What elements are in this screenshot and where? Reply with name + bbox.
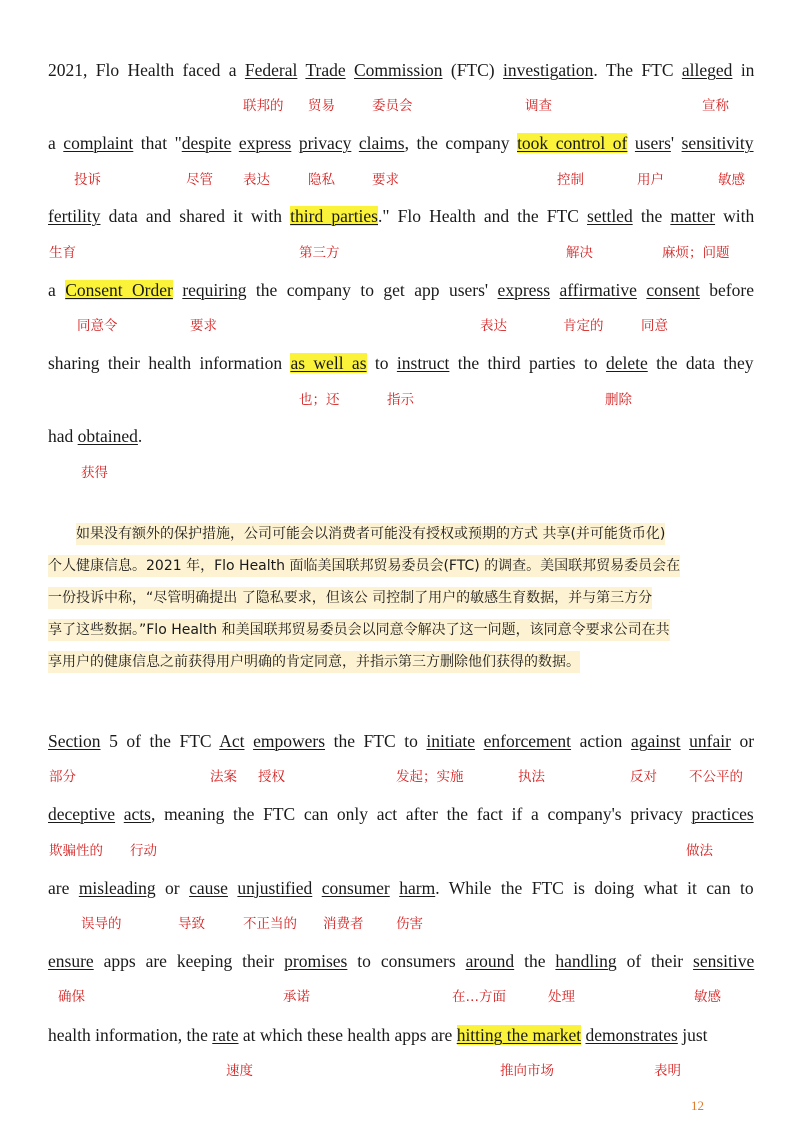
text-run: , the company [404,133,518,153]
translation-text: 如果没有额外的保护措施，公司可能会以消费者可能没有授权或预期的方式 共享(并可能货币化) [76,523,665,545]
text-run: just [677,1025,708,1045]
text-run: had [48,426,78,446]
translation-text: 享用户的健康信息之前获得用户明确的肯定同意，并指示第三方删除他们获得的数据。 [48,651,580,673]
vocab-word: handling [555,951,617,971]
highlighted-phrase: took control of [517,133,628,153]
vocab-word: sensitivity [681,133,754,153]
gloss: 同意 [641,318,668,334]
gloss: 肯定的 [563,318,604,334]
text-run: the data they [647,353,754,373]
vocab-word: acts [123,804,151,824]
vocab-word: instruct [396,353,450,373]
text-run: that " [133,133,182,153]
gloss: 不公平的 [689,769,743,785]
text-run: action [571,731,631,751]
vocab-word: complaint [63,133,134,153]
text-run: the third parties to [449,353,606,373]
vocab-word: unfair [689,731,731,751]
gloss: 发起；实施 [396,769,464,785]
text-run: or [730,731,755,751]
text-run [346,60,354,80]
gloss: 敏感 [694,989,721,1005]
vocab-word: consent [646,280,700,300]
translation-text: 一份投诉中称，“尽管明确提出 了隐私要求，但该公 司控制了用户的敏感生育数据，并与第三方分 [48,587,652,609]
para2-line-4 [48,950,754,972]
translation-line [48,582,754,614]
text-run [637,280,646,300]
gloss: 导致 [178,916,205,932]
vocab-word: Act [219,731,245,751]
text-run: apps are keeping their [93,951,285,971]
text-run: , meaning the FTC can only act after the fact if a company's privacy [150,804,692,824]
gloss: 法案 [210,769,237,785]
vocab-word: demonstrates [585,1025,678,1045]
vocab-word: express [238,133,292,153]
text-run [231,133,239,153]
translation-line [48,614,754,646]
gloss: 反对 [630,769,657,785]
text-run [312,878,321,898]
text-run: the [514,951,556,971]
text-run: of their [616,951,694,971]
vocab-word: settled [587,206,633,226]
gloss: 委员会 [372,98,413,114]
gloss: 联邦的 [243,98,284,114]
text-run: . The FTC [593,60,682,80]
vocab-word: despite [181,133,232,153]
gloss: 授权 [258,769,285,785]
vocab-word: Trade [305,60,346,80]
text-run: data and shared it with [100,206,291,226]
translation-line [48,550,754,582]
para2-line-3 [48,877,754,899]
vocab-word: delete [605,353,648,373]
text-run: the FTC to [325,731,427,751]
vocab-word: cause [189,878,228,898]
para1-line-5 [48,352,754,374]
vocab-word: fertility [48,206,101,226]
text-run: . [137,426,143,446]
gloss: 部分 [49,769,76,785]
gloss: 宣称 [702,98,729,114]
vocab-word: empowers [253,731,326,751]
gloss: 行动 [130,843,157,859]
gloss: 表达 [480,318,507,334]
para1-line-3 [48,205,754,227]
highlighted-phrase: hitting the market [456,1025,582,1045]
para1-line-6 [48,425,142,447]
para1-line-1 [48,59,754,81]
text-run: at which these health apps are [238,1025,457,1045]
text-run: to [366,353,397,373]
gloss: 误导的 [81,916,122,932]
text-run: health information, the [48,1025,213,1045]
vocab-word: alleged [681,60,733,80]
translation-text: 个人健康信息。2021 年，Flo Health 面临美国联邦贸易委员会(FTC) 的调查。美国联邦贸易委员会在 [48,555,680,577]
text-run [173,280,182,300]
gloss: 调查 [525,98,552,114]
gloss: 投诉 [74,172,101,188]
gloss: 表达 [243,172,270,188]
gloss: 承诺 [283,989,310,1005]
text-run [291,133,299,153]
text-run [475,731,484,751]
highlighted-phrase: as well as [290,353,367,373]
gloss: 敏感 [718,172,745,188]
vocab-word: unjustified [237,878,313,898]
gloss: 贸易 [308,98,335,114]
gloss: 消费者 [323,916,364,932]
para2-line-1 [48,730,754,752]
vocab-word: practices [691,804,754,824]
vocab-word: express [497,280,551,300]
vocab-word: against [630,731,681,751]
text-run: the company to get app users' [246,280,498,300]
gloss: 速度 [226,1063,253,1079]
para1-line-2 [48,132,754,154]
vocab-word: Commission [354,60,443,80]
gloss: 要求 [190,318,217,334]
gloss: 伤害 [396,916,423,932]
vocab-word: affirmative [559,280,637,300]
gloss: 获得 [81,465,108,481]
text-run [390,878,399,898]
vocab-word: Federal [244,60,298,80]
gloss: 在…方面 [452,989,506,1005]
vocab-word: enforcement [483,731,572,751]
gloss: 尽管 [186,172,213,188]
gloss: 也；还 [299,392,340,408]
vocab-word: requiring [182,280,247,300]
text-run: ." Flo Health and the FTC [378,206,588,226]
vocab-word: misleading [78,878,156,898]
text-run: a [48,133,64,153]
text-run: (FTC) [442,60,503,80]
vocab-word: ensure [48,951,94,971]
vocab-word: promises [284,951,348,971]
text-run [245,731,254,751]
vocab-word: investigation [503,60,594,80]
vocab-word: obtained [77,426,138,446]
gloss: 同意令 [77,318,118,334]
vocab-word: privacy [298,133,352,153]
page-number: 12 [691,1098,704,1113]
gloss: 隐私 [308,172,335,188]
vocab-word: deceptive [48,804,116,824]
translation-line [48,646,754,678]
gloss: 确保 [58,989,85,1005]
gloss: 生育 [49,245,76,261]
text-run [115,804,124,824]
para2-line-5 [48,1024,708,1046]
vocab-word: rate [212,1025,239,1045]
gloss: 删除 [605,392,632,408]
gloss: 表明 [654,1063,681,1079]
gloss: 指示 [387,392,414,408]
text-run: to consumers [347,951,466,971]
para1-line-4 [48,279,754,301]
text-run: with [715,206,755,226]
gloss: 欺骗性的 [49,843,103,859]
text-run: ' [670,133,682,153]
gloss: 推向市场 [500,1063,554,1079]
gloss: 解决 [566,245,593,261]
text-run: the [632,206,671,226]
vocab-word: around [465,951,515,971]
gloss: 做法 [686,843,713,859]
gloss: 不正当的 [243,916,297,932]
vocab-word: Section [48,731,101,751]
gloss: 执法 [518,769,545,785]
translation-text: 享了这些数据。”Flo Health 和美国联邦贸易委员会以同意令解决了这一问题，该同意令要求公司在共 [48,619,670,641]
highlighted-phrase: Consent Order [65,280,173,300]
text-run: or [155,878,190,898]
text-run: are [48,878,79,898]
text-run: in [732,60,755,80]
translation-line [48,518,754,550]
text-run: 5 of the FTC [100,731,220,751]
text-run: . While the FTC is doing what it can to [435,878,754,898]
text-run: 2021, Flo Health faced a [48,60,245,80]
chinese-translation [48,518,754,678]
gloss: 控制 [557,172,584,188]
vocab-word: claims [358,133,405,153]
vocab-word: initiate [426,731,476,751]
gloss: 第三方 [299,245,340,261]
text-run [627,133,635,153]
highlighted-phrase: third parties [290,206,378,226]
text-run: sharing their health information [48,353,291,373]
para2-line-2 [48,803,754,825]
vocab-word: users [634,133,671,153]
gloss: 麻烦；问题 [662,245,730,261]
vocab-word: matter [670,206,716,226]
vocab-word: harm [399,878,436,898]
gloss: 要求 [372,172,399,188]
text-run [351,133,359,153]
text-run [228,878,237,898]
text-run [681,731,690,751]
vocab-word: sensitive [693,951,755,971]
vocab-word: consumer [321,878,390,898]
gloss: 用户 [637,172,664,188]
text-run: before [699,280,754,300]
gloss: 处理 [548,989,575,1005]
text-run: a [48,280,66,300]
